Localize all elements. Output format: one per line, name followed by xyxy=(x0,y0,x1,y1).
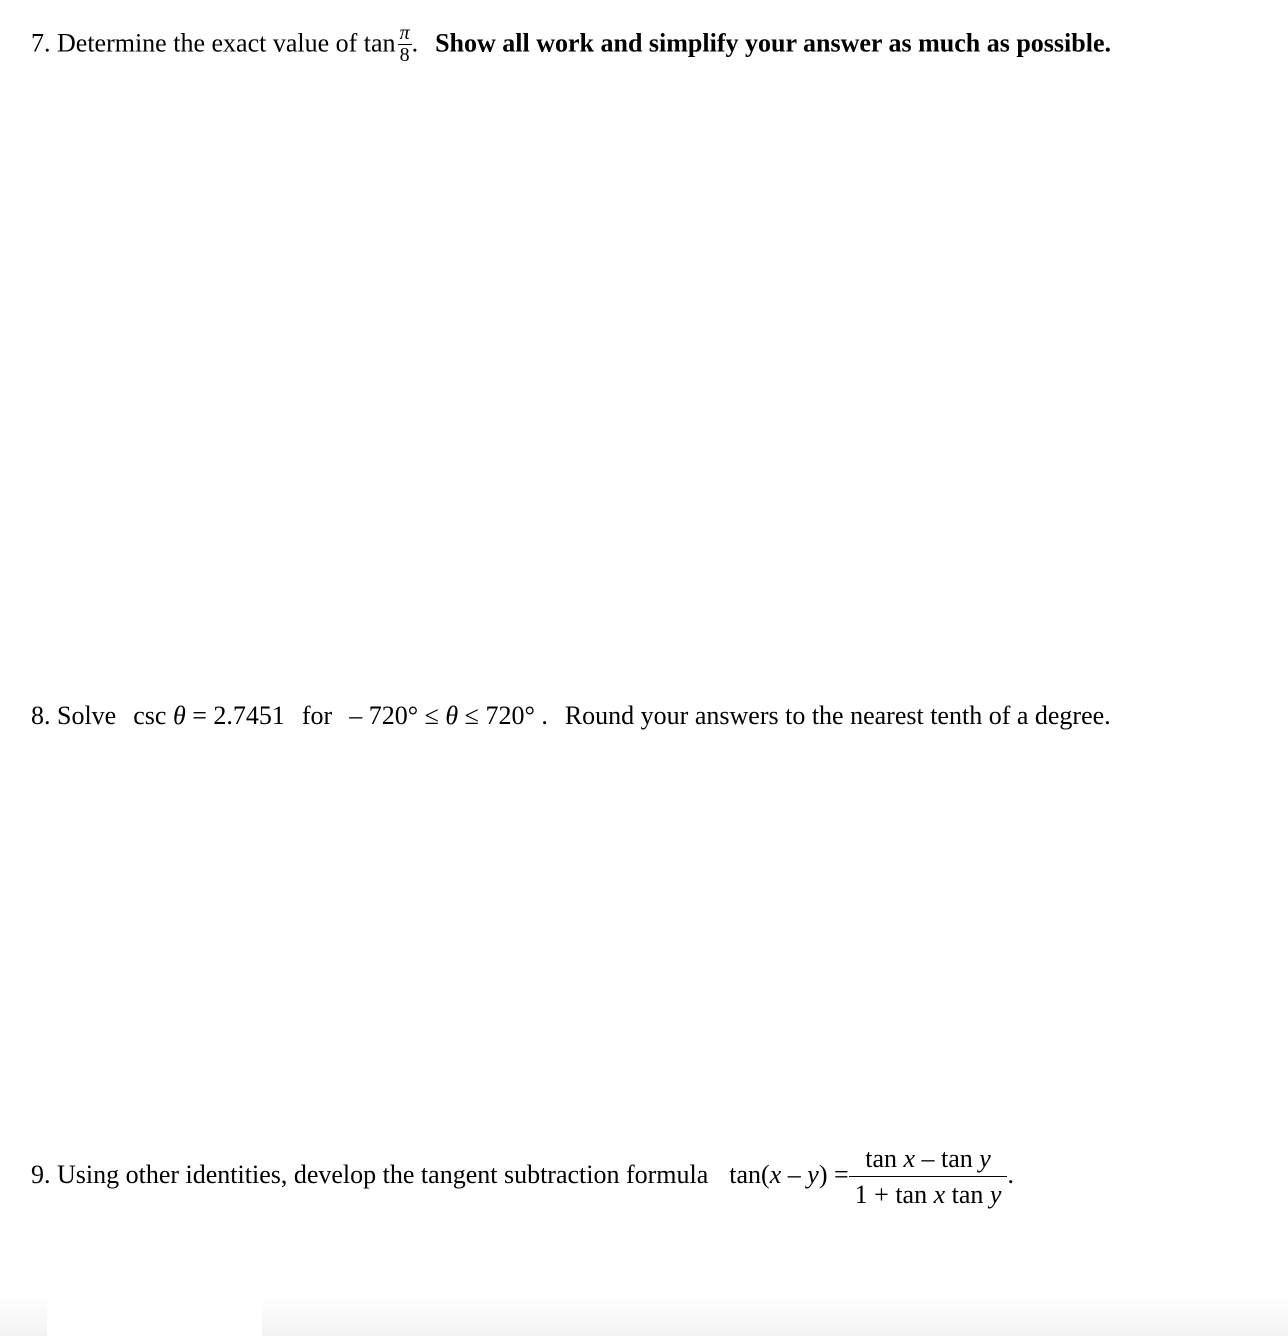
question-9-lhs-y: y xyxy=(807,1159,819,1189)
question-8-range-left: – 720° ≤ xyxy=(349,701,439,730)
question-7-func: tan xyxy=(363,28,396,58)
question-9 xyxy=(31,1145,1014,1209)
question-9-lhs-close: ) = xyxy=(818,1159,849,1189)
question-7-instruction: Show all work and simplify your answer as much as possible. xyxy=(435,28,1111,58)
question-9-lhs-x: x xyxy=(769,1159,782,1189)
question-9-fraction-denominator xyxy=(849,1177,1008,1208)
question-9-fraction xyxy=(849,1145,1008,1209)
question-7-text: Determine the exact value of xyxy=(57,28,358,58)
question-9-den-one: 1 + xyxy=(854,1180,889,1210)
question-8-for: for xyxy=(301,701,333,730)
question-8 xyxy=(31,703,1111,729)
question-9-den-tan2: tan xyxy=(951,1180,984,1210)
question-8-text: Solve xyxy=(57,701,117,730)
question-8-range-right: ≤ 720° . xyxy=(464,701,548,730)
question-9-den-x: x xyxy=(933,1180,946,1210)
question-7-fraction xyxy=(398,23,412,66)
question-8-equation: = 2.7451 xyxy=(192,701,285,730)
question-7-number: 7. xyxy=(31,28,51,58)
question-8-func: csc xyxy=(133,701,167,730)
page-bottom-patch xyxy=(47,1300,262,1336)
question-8-number: 8. xyxy=(31,701,51,730)
question-9-lhs-minus: – xyxy=(781,1159,808,1189)
question-9-period: . xyxy=(1007,1159,1014,1189)
question-9-text: Using other identities, develop the tangent subtraction formula xyxy=(57,1159,709,1189)
question-9-lhs xyxy=(729,1160,848,1189)
question-9-number: 9. xyxy=(31,1159,51,1189)
question-8-instruction: Round your answers to the nearest tenth of a degree. xyxy=(564,701,1111,730)
question-9-num-y: y xyxy=(979,1144,991,1173)
question-8-range-var: θ xyxy=(445,701,459,730)
question-7-fraction-numerator: π xyxy=(399,22,410,44)
question-8-var: θ xyxy=(172,701,186,730)
question-9-num-tan1: tan xyxy=(865,1144,897,1173)
question-9-fraction-numerator xyxy=(849,1145,1008,1177)
question-9-den-tan1: tan xyxy=(895,1180,928,1210)
question-7-fraction-denominator: 8 xyxy=(399,44,410,66)
question-9-num-minus: – xyxy=(921,1144,935,1173)
question-9-num-tan2: tan xyxy=(941,1144,973,1173)
question-7-period: . xyxy=(411,28,419,58)
question-9-num-x: x xyxy=(903,1144,916,1173)
question-9-lhs-func: tan( xyxy=(729,1159,770,1189)
question-7 xyxy=(31,24,1111,67)
question-9-den-y: y xyxy=(989,1180,1002,1210)
